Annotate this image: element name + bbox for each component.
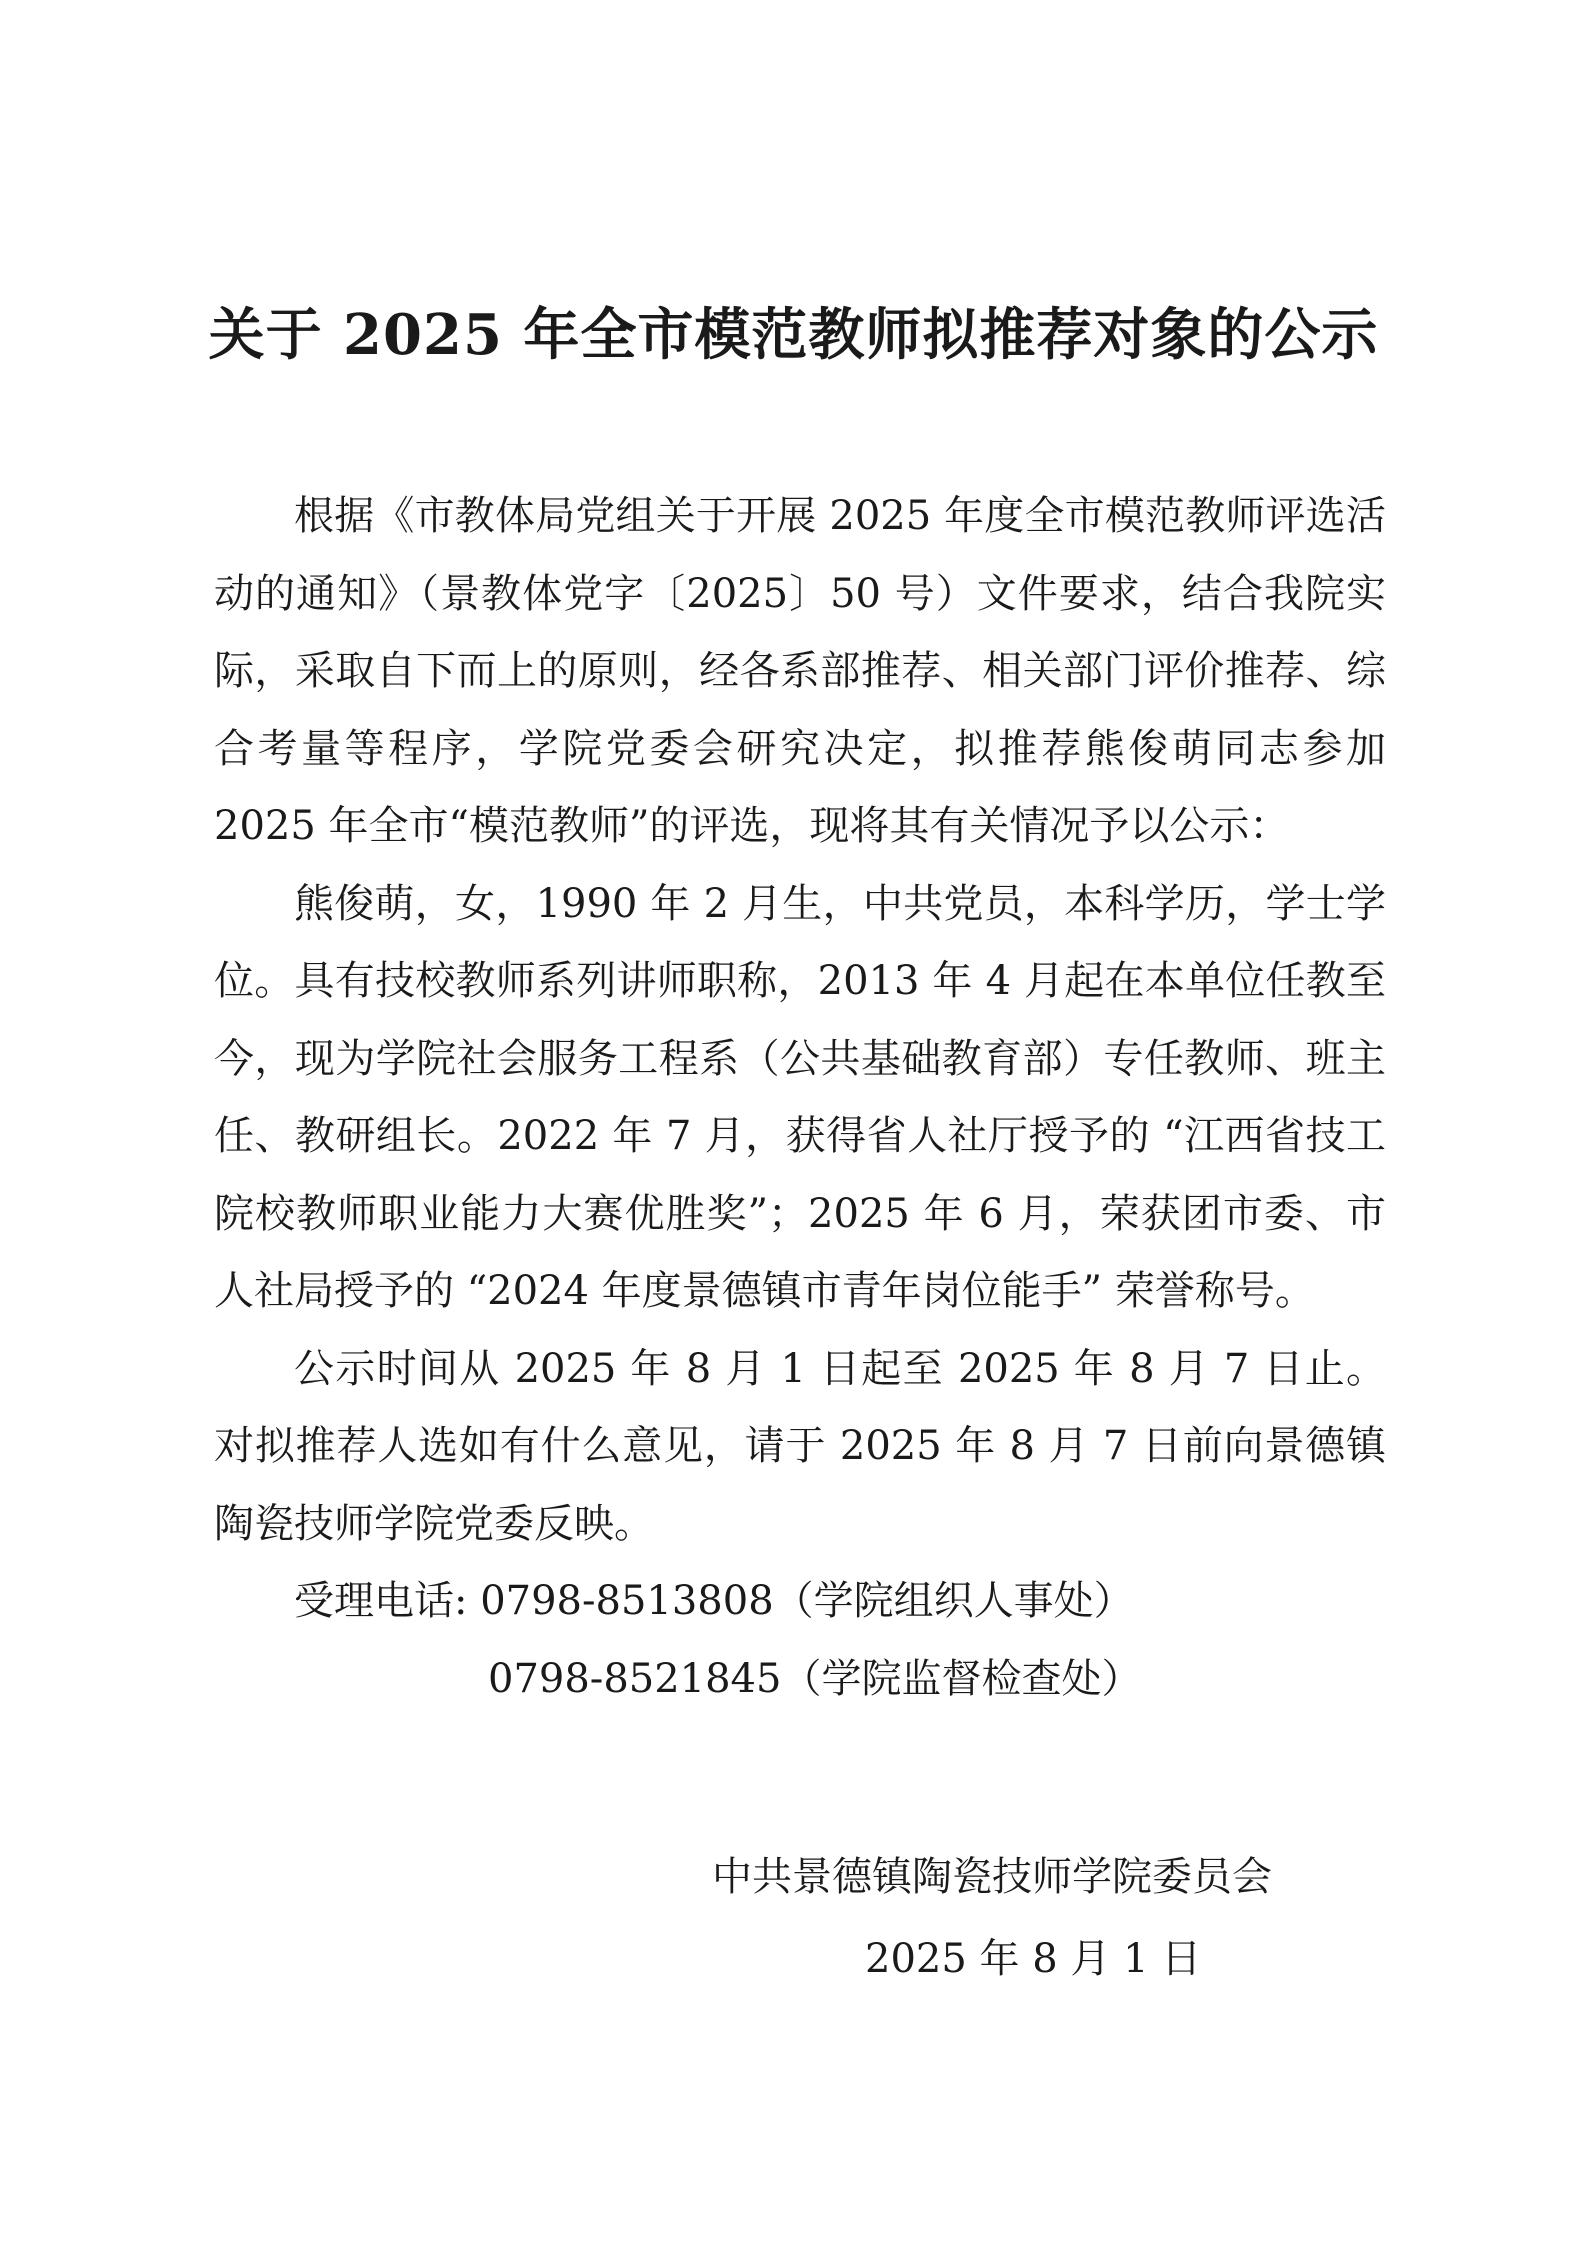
paragraph-publicity-period: 公示时间从 2025 年 8 月 1 日起至 2025 年 8 月 7 日止。对拟推荐人选如有什么意见，请于 2025 年 8 月 7 日前向景德镇陶瓷技师学院党委反映。 <box>214 1345 1386 1547</box>
document-title: 关于 2025 年全市模范教师拟推荐对象的公示 <box>208 302 1379 368</box>
document-body <box>214 478 1386 1718</box>
paragraph-candidate-profile: 熊俊萌，女，1990 年 2 月生，中共党员，本科学历，学士学位。具有技校教师系列讲师职称，2013 年 4 月起在本单位任教至今，现为学院社会服务工程系（公共基础教育部）专任教师、班主任、教研组长。2022 年 7 月，获得省人社厅授予的 “江西省技工院校教师职业能力大赛优胜奖”；2025 年 6 月，荣获团市委、市人社局授予的 “2024 年度景德镇市青年岗位能手” 荣誉称号。 <box>214 880 1386 1314</box>
signature-date: 2025 年 8 月 1 日 <box>865 1936 1202 1982</box>
paragraph-basis: 根据《市教体局党组关于开展 2025 年度全市模范教师评选活动的通知》（景教体党字〔2025〕50 号）文件要求，结合我院实际，采取自下而上的原则，经各系部推荐、相关部门评价推荐、综合考量等程序，学院党委会研究决定，拟推荐熊俊萌同志参加 2025 年全市“模范教师”的评选，现将其有关情况予以公示： <box>214 493 1386 849</box>
signature-organization: 中共景德镇陶瓷技师学院委员会 <box>712 1854 1272 1900</box>
signature-block <box>700 1836 1350 2000</box>
contact-phone-supervision: 0798-8521845（学院监督检查处） <box>488 1655 1142 1702</box>
contact-phone-hr: 受理电话: 0798-8513808（学院组织人事处） <box>294 1578 1134 1624</box>
